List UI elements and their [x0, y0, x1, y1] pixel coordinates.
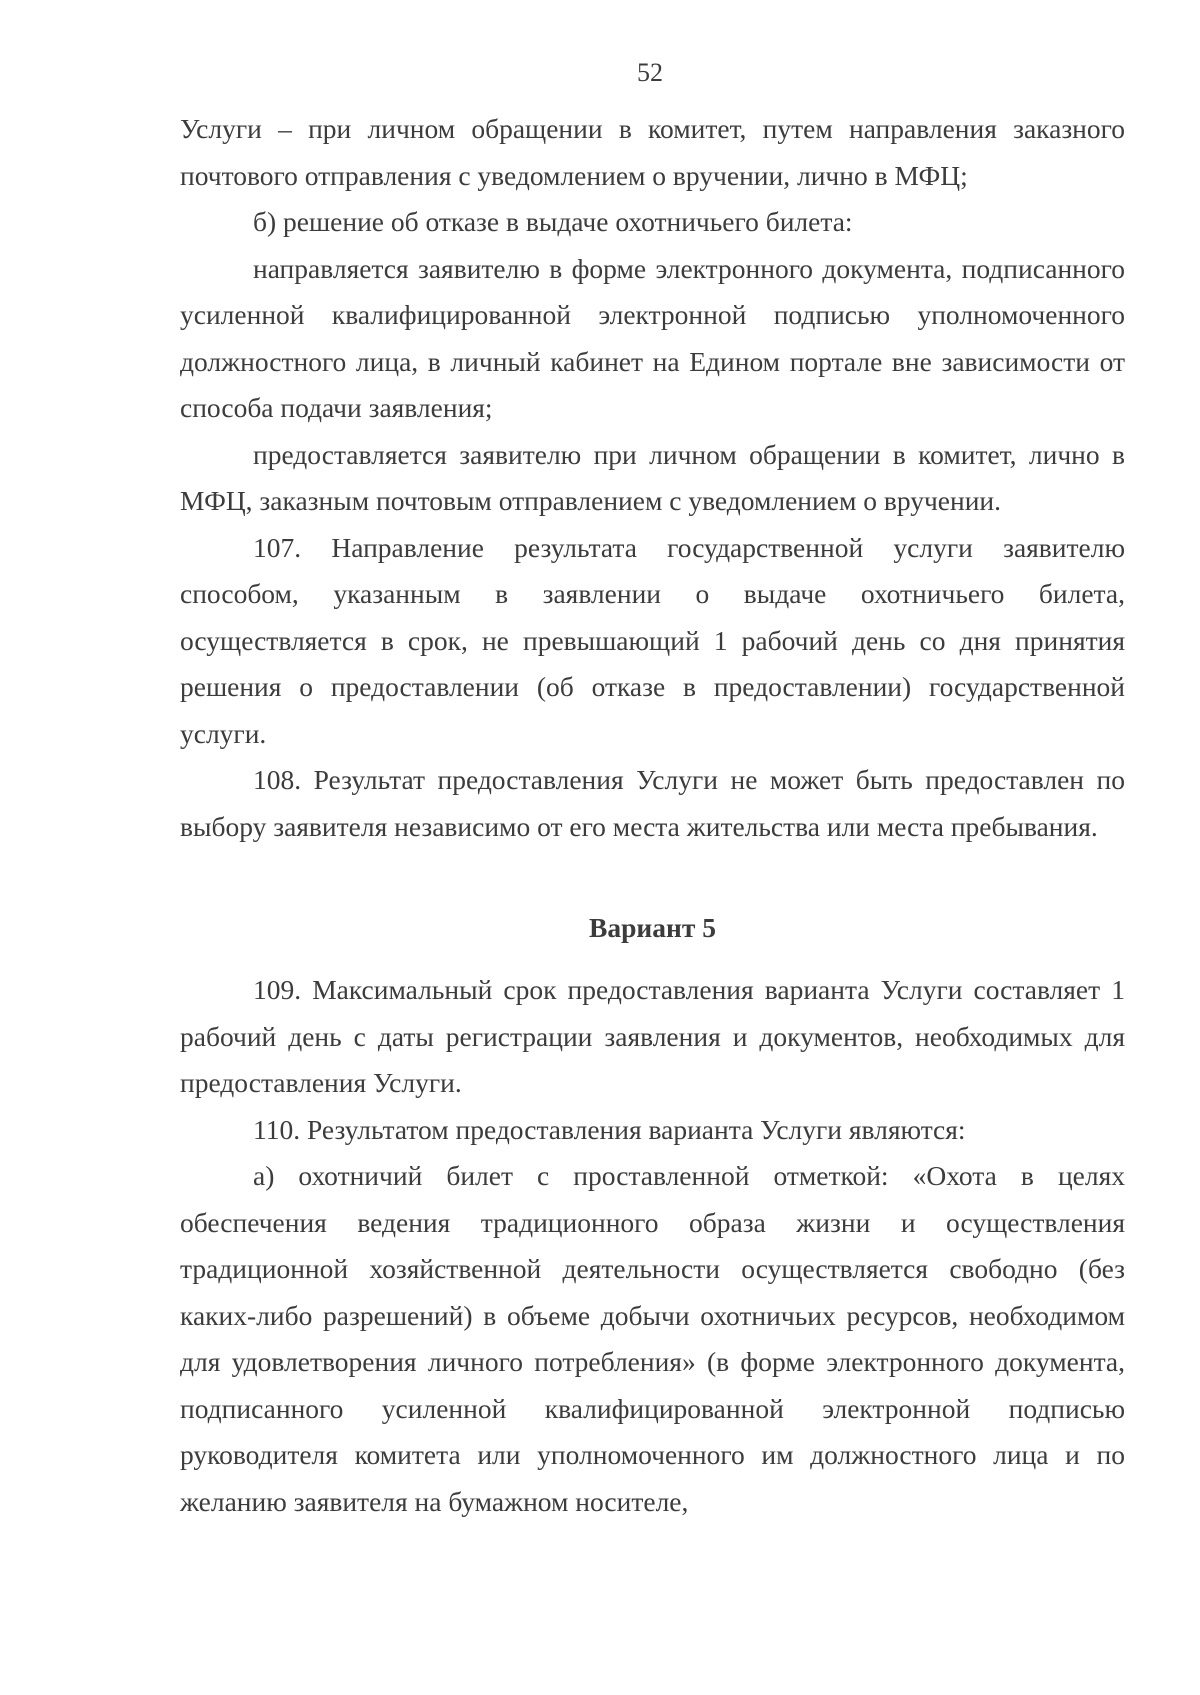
- paragraph-109: 109. Максимальный срок предоставления варианта Услуги составляет 1 рабочий день с даты регистрации заявления и документов, необходимых для предоставления Услуги.: [180, 974, 1125, 1098]
- paragraph-provided-in-person: предоставляется заявителю при личном обращении в комитет, лично в МФЦ, заказным почтовым отправлением с уведомлением о вручении.: [180, 438, 1125, 516]
- paragraph-continuation: Услуги – при личном обращении в комитет, путем направления заказного почтового отправления с уведомлением о вручении, лично в МФЦ;: [180, 113, 1125, 191]
- paragraph-110: 110. Результатом предоставления варианта Услуги являются:: [253, 1113, 966, 1145]
- paragraph-108: 108. Результат предоставления Услуги не может быть предоставлен по выбору заявителя независимо от его места жительства или места пребывания.: [180, 764, 1125, 842]
- section-1: [180, 106, 1125, 850]
- paragraph-sent-electronic: направляется заявителю в форме электронного документа, подписанного усиленной квалифицированной электронной подписью уполномоченного должностного лица, в личный кабинет на Едином портале вне зависимости от способа подачи заявления;: [180, 252, 1125, 423]
- page-number: 52: [637, 58, 663, 87]
- section-heading: Вариант 5: [589, 912, 716, 943]
- paragraph-107: 107. Направление результата государственной услуги заявителю способом, указанным в заявлении о выдаче охотничьего билета, осуществляется в срок, не превышающий 1 рабочий день со дня принятия решения о предоставлении (об отказе в предоставлении) государственной услуги.: [180, 531, 1125, 749]
- section-2: [180, 967, 1125, 1525]
- paragraph-item-a: а) охотничий билет с проставленной отметкой: «Охота в целях обеспечения ведения традиционного образа жизни и осуществления традиционной хозяйственной деятельности осуществляется свободно (без каких-либо разрешений) в объеме добычи охотничьих ресурсов, необходимом для удовлетворения личного потребления» (в форме электронного документа, подписанного усиленной квалифицированной электронной подписью руководителя комитета или уполномоченного им должностного лица и по желанию заявителя на бумажном носителе,: [180, 1160, 1125, 1517]
- paragraph-item-b: б) решение об отказе в выдаче охотничьего билета:: [253, 206, 853, 237]
